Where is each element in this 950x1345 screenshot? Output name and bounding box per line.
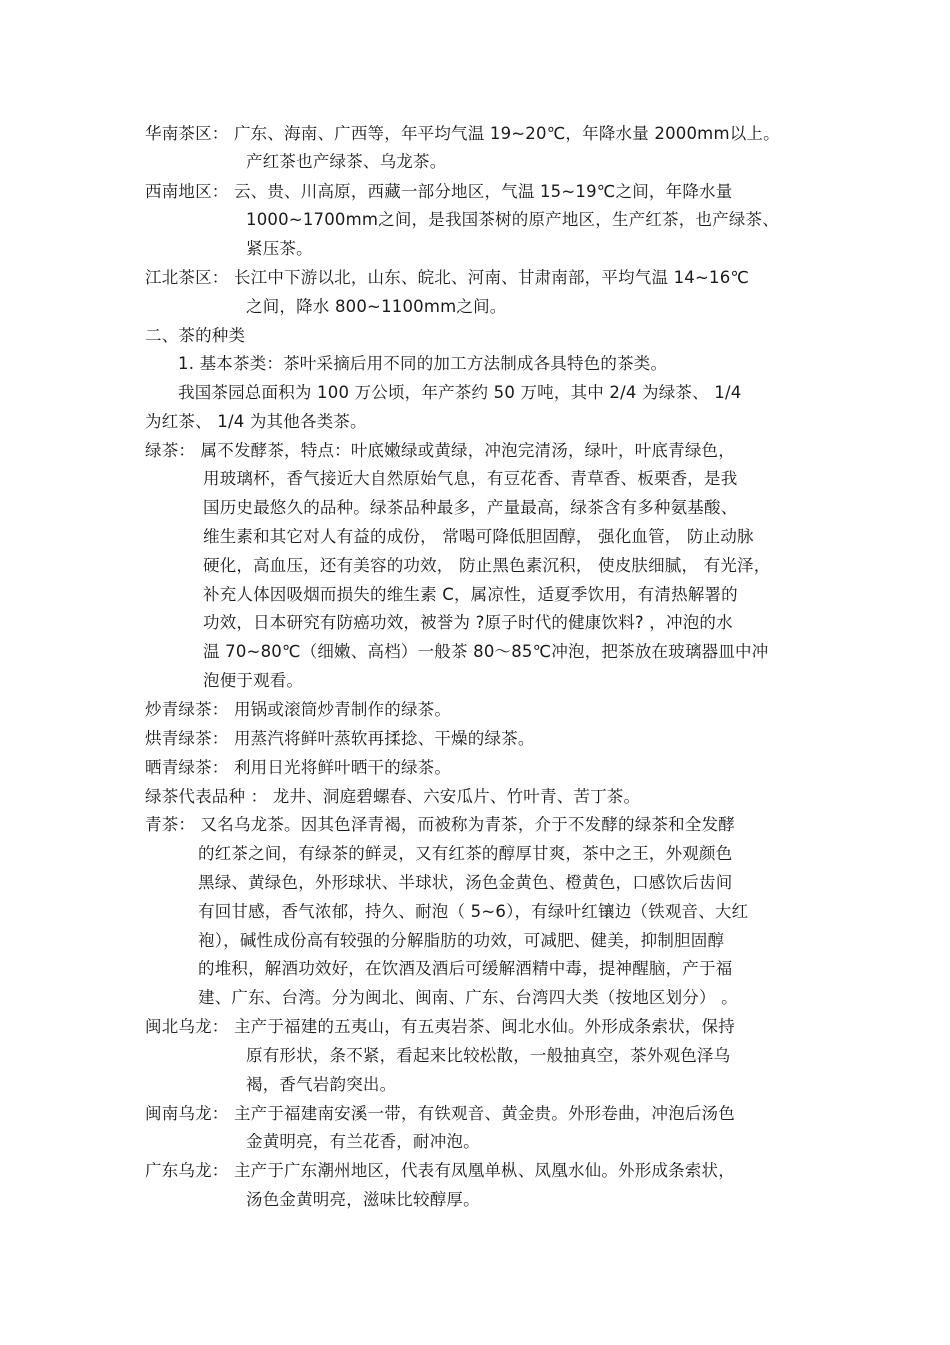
text-line-14: 国历史最悠久的品种。绿茶品种最多，产量最高，绿茶含有多种氨基酸、 (203, 498, 738, 517)
text-line-27: 黑绿、黄绿色，外形球状、半球状，汤色金黄色、橙黄色，口感饮后齿间 (198, 873, 733, 892)
text-line-16: 硬化，高血压，还有美容的功效， 防止黑色素沉积， 使皮肤细腻， 有光泽， (203, 556, 771, 575)
section-heading: 二、茶的种类 (145, 326, 246, 345)
text-line-38: 汤色金黄明亮，滋味比较醇厚。 (246, 1190, 480, 1209)
text-line-12: 绿茶： 属不发酵茶，特点：叶底嫩绿或黄绿，冲泡完清汤，绿叶，叶底青绿色， (145, 441, 735, 460)
text-line-17: 补充人体因吸烟而损失的维生素 C，属凉性，适夏季饮用，有清热解署的 (203, 585, 738, 604)
text-line-6: 江北茶区： 长江中下游以北，山东、皖北、河南、甘肃南部，平均气温 14~16℃ (145, 268, 750, 287)
text-line-32: 闽北乌龙： 主产于福建的五夷山，有五夷岩茶、闽北水仙。外形成条索状，保持 (145, 1017, 735, 1036)
text-line-30: 的堆积，解酒功效好，在饮酒及酒后可缓解酒精中毒，提神醒脑，产于福 (198, 959, 733, 978)
text-line-24: 绿茶代表品种 ： 龙井、洞庭碧螺春、六安瓜片、竹叶青、苦丁茶。 (145, 787, 641, 806)
text-line-5: 紧压茶。 (246, 239, 313, 258)
text-line-1: 华南茶区： 广东、海南、广西等，年平均气温 19~20℃，年降水量 2000mm以上。 (145, 124, 780, 143)
text-line-34: 褐，香气岩韵突出。 (246, 1075, 397, 1094)
text-line-20: 泡便于观看。 (203, 671, 304, 690)
text-line-10: 我国茶园总面积为 100 万公顷，年产茶约 50 万吨，其中 2/4 为绿茶、 1/4 (178, 383, 742, 402)
text-line-21: 炒青绿茶： 用锅或滚筒炒青制作的绿茶。 (145, 700, 452, 719)
text-line-23: 晒青绿茶： 利用日光将鲜叶晒干的绿茶。 (145, 758, 452, 777)
text-line-28: 有回甘感，香气浓郁，持久、耐泡（ 5~6），有绿叶红镶边（铁观音、大红 (198, 902, 749, 921)
text-line-29: 袍），碱性成份高有较强的分解脂肪的功效，可减肥、健美，抑制胆固醇 (198, 931, 725, 950)
text-line-9: 1. 基本茶类：茶叶采摘后用不同的加工方法制成各具特色的茶类。 (178, 354, 668, 373)
text-line-26: 的红茶之间，有绿茶的鲜灵，又有红茶的醇厚甘爽，茶中之王，外观颜色 (198, 844, 733, 863)
text-line-2: 产红茶也产绿茶、乌龙茶。 (246, 152, 447, 171)
text-line-7: 之间，降水 800~1100mm之间。 (246, 297, 507, 316)
text-line-35: 闽南乌龙： 主产于福建南安溪一带，有铁观音、黄金贵。外形卷曲，冲泡后汤色 (145, 1104, 735, 1123)
text-line-25: 青茶： 又名乌龙茶。因其色泽青褐，而被称为青茶，介于不发酵的绿茶和全发酵 (145, 815, 735, 834)
text-line-18: 功效，日本研究有防癌功效，被誉为 ?原子时代的健康饮料? ，冲泡的水 (203, 613, 733, 632)
text-line-36: 金黄明亮，有兰花香，耐冲泡。 (246, 1132, 480, 1151)
text-line-33: 原有形状，条不紧，看起来比较松散，一般抽真空，茶外观色泽乌 (246, 1046, 731, 1065)
text-line-13: 用玻璃杯，香气接近大自然原始气息，有豆花香、青草香、板栗香，是我 (203, 469, 738, 488)
text-line-31: 建、广东、台湾。分为闽北、闽南、广东、台湾四大类（按地区划分） 。 (198, 988, 738, 1007)
text-line-37: 广东乌龙： 主产于广东潮州地区，代表有凤凰单枞、凤凰水仙。外形成条索状， (145, 1161, 735, 1180)
text-line-11: 为红茶、 1/4 为其他各类茶。 (145, 412, 367, 431)
text-line-4: 1000~1700mm之间，是我国茶树的原产地区，生产红茶，也产绿茶、 (246, 210, 779, 229)
text-line-15: 维生素和其它对人有益的成份， 常喝可降低胆固醇， 强化血管， 防止动脉 (203, 527, 754, 546)
text-line-3: 西南地区： 云、贵、川高原，西藏一部分地区，气温 15~19℃之间，年降水量 (145, 182, 733, 201)
text-line-19: 温 70~80℃（细嫩、高档）一般茶 80～85℃冲泡，把茶放在玻璃器皿中冲 (203, 642, 769, 661)
text-line-22: 烘青绿茶： 用蒸汽将鲜叶蒸软再揉捻、干燥的绿茶。 (145, 729, 535, 748)
